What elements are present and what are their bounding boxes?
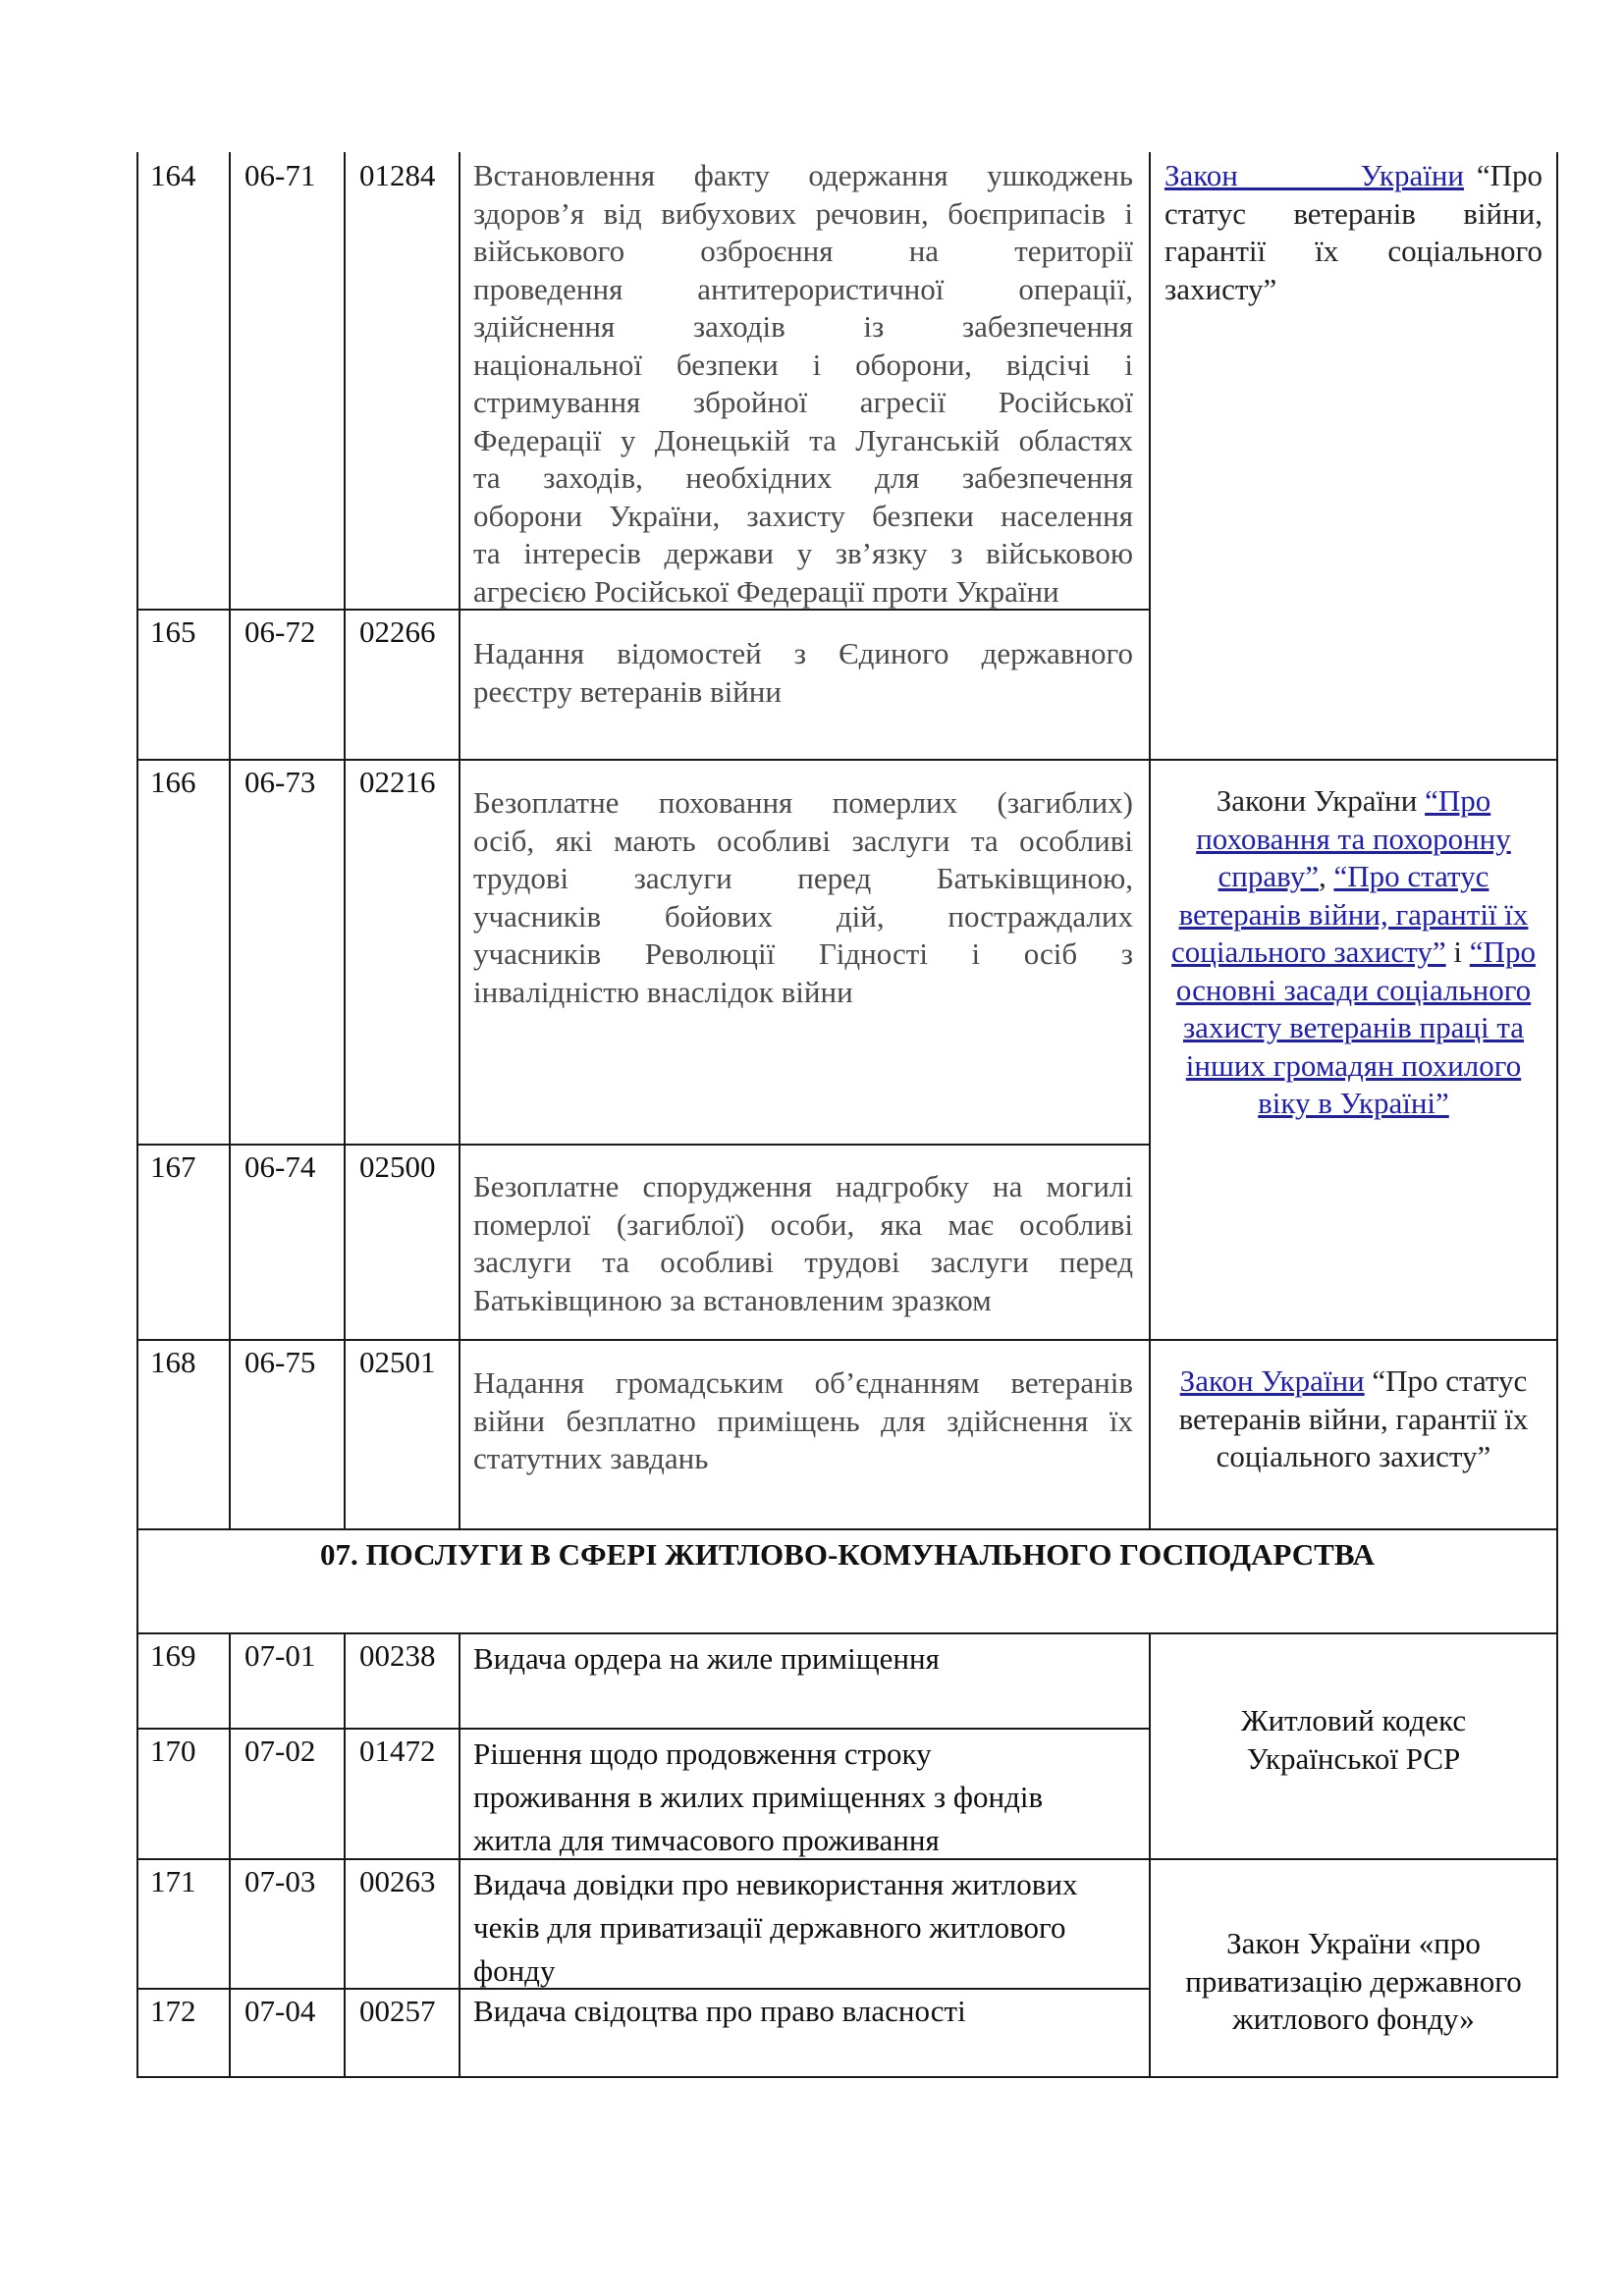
grid-line: [1149, 1633, 1151, 2078]
grid-line: [459, 152, 460, 1529]
legal-basis: Закони України “Про поховання та похоронну справу”, “Про статус ветеранів війни, гарантії їх соціального захисту” і “Про основні засади соціального захисту ветеранів праці та інших громадян похилого віку в Україні”: [1171, 783, 1536, 1120]
service-id: 01472: [359, 1734, 436, 1768]
row-number: 172: [150, 1994, 196, 2028]
grid-line: [344, 1633, 346, 2078]
row-number: 164: [150, 158, 196, 192]
service-description: Надання громадським об’єднанням ветеранів війни безплатно приміщень для здійснення їх статутних завдань: [473, 1365, 1133, 1475]
legal-basis: Житловий кодекс Української РСР: [1240, 1703, 1467, 1776]
grid-line: [1149, 152, 1151, 1529]
row-number: 166: [150, 765, 196, 799]
section-heading: 07. ПОСЛУГИ В СФЕРІ ЖИТЛОВО-КОМУНАЛЬНОГО ГОСПОДАРСТВА: [320, 1537, 1375, 1572]
law-link[interactable]: Закон України: [1164, 158, 1465, 192]
grid-line: [136, 1339, 1558, 1341]
grid-line: [136, 1632, 1558, 1634]
grid-line: [344, 152, 346, 1529]
service-id: 01284: [359, 158, 436, 192]
grid-line: [136, 759, 1558, 761]
service-code: 06-71: [244, 158, 316, 192]
row-number: 168: [150, 1345, 196, 1379]
row-number: 170: [150, 1734, 196, 1768]
grid-line: [1556, 152, 1558, 2078]
service-id: 00238: [359, 1638, 436, 1673]
grid-line: [136, 1528, 1558, 1530]
service-description: Безоплатне спорудження надгробку на могилі померлої (загиблої) особи, яка має особливі заслуги та особливі трудові заслуги перед Батьківщиною за встановленим зразком: [473, 1169, 1133, 1317]
legal-basis: Закон України “Про статус ветеранів війни, гарантії їх соціального захисту”: [1164, 158, 1543, 306]
law-link[interactable]: “Про поховання та похоронну справу”: [1196, 783, 1511, 893]
row-number: 171: [150, 1864, 196, 1898]
service-code: 07-03: [244, 1864, 316, 1898]
service-code: 06-74: [244, 1149, 316, 1184]
row-number: 169: [150, 1638, 196, 1673]
service-code: 06-72: [244, 614, 316, 649]
law-link[interactable]: Закон України: [1179, 1363, 1365, 1398]
service-code: 07-01: [244, 1638, 316, 1673]
service-description: Встановлення факту одержання ушкоджень здоров’я від вибухових речовин, боєприпасів і військового озброєння на території проведення антитерористичної операції, здійснення заходів із забезпечення національної безпеки і оборони, відсічі і стримування збройної агресії Російської Федерації у Донецькій та Луганській областях та заходів, необхідних для забезпечення оборони України, захисту безпеки населення та інтересів держави у зв’язку з військовою агресією Російської Федерації проти України: [473, 158, 1133, 609]
service-code: 07-04: [244, 1994, 316, 2028]
service-description: Видача свідоцтва про право власності: [473, 1994, 966, 2028]
service-code: 07-02: [244, 1734, 316, 1768]
service-code: 06-75: [244, 1345, 316, 1379]
service-id: 02501: [359, 1345, 436, 1379]
law-link[interactable]: “Про основні засади соціального захисту ветеранів праці та інших громадян похилого віку в Україні”: [1175, 934, 1536, 1120]
grid-line: [136, 1144, 1151, 1146]
grid-line: [136, 1728, 1151, 1730]
grid-line: [136, 2076, 1558, 2078]
service-id: 00257: [359, 1994, 436, 2028]
service-description: Безоплатне поховання померлих (загиблих) осіб, які мають особливі заслуги та особливі трудові заслуги перед Батьківщиною, учасників бойових дій, постраждалих учасників Революції Гідності і осіб з інвалідністю внаслідок війни: [473, 785, 1133, 1009]
legal-basis: Закон України “Про статус ветеранів війни, гарантії їх соціального захисту”: [1178, 1363, 1529, 1473]
row-number: 165: [150, 614, 196, 649]
law-link[interactable]: “Про статус ветеранів війни, гарантії їх соціального захисту”: [1171, 859, 1529, 969]
service-code: 06-73: [244, 765, 316, 799]
grid-line: [136, 152, 138, 2078]
service-description: Рішення щодо продовження строку проживання в жилих приміщеннях з фондів житла для тимчасового проживання: [473, 1736, 1044, 1857]
service-description: Надання відомостей з Єдиного державного реєстру ветеранів війни: [473, 636, 1133, 709]
legal-basis: Закон України «про приватизацію державного житлового фонду»: [1185, 1926, 1522, 2036]
grid-line: [229, 152, 231, 1529]
grid-line: [229, 1633, 231, 2078]
service-id: 00263: [359, 1864, 436, 1898]
service-id: 02500: [359, 1149, 436, 1184]
service-id: 02266: [359, 614, 436, 649]
service-description: Видача ордера на жиле приміщення: [473, 1641, 940, 1676]
grid-line: [459, 1633, 460, 2078]
row-number: 167: [150, 1149, 196, 1184]
service-id: 02216: [359, 765, 436, 799]
service-description: Видача довідки про невикористання житлових чеків для приватизації державного житлового фонду: [473, 1867, 1078, 1988]
